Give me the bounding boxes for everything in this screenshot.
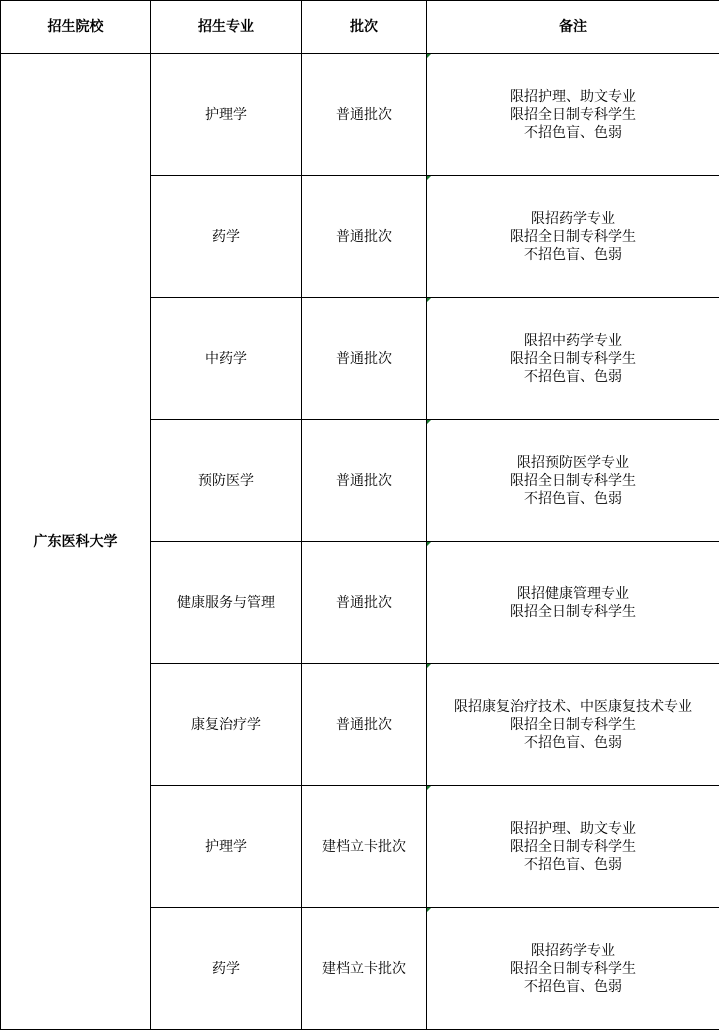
batch-cell: 建档立卡批次 xyxy=(302,786,427,908)
remark-line: 限招全日制专科学生 xyxy=(510,838,636,855)
major-cell: 预防医学 xyxy=(151,420,302,542)
major-cell: 护理学 xyxy=(151,786,302,908)
header-remarks: 备注 xyxy=(427,1,719,54)
batch-cell: 普通批次 xyxy=(302,54,427,176)
table-body xyxy=(1,54,719,1030)
remark-line: 限招全日制专科学生 xyxy=(510,228,636,245)
batch-cell: 普通批次 xyxy=(302,176,427,298)
major-cell: 药学 xyxy=(151,176,302,298)
remark-line: 限招全日制专科学生 xyxy=(510,603,636,620)
remarks-cell xyxy=(427,908,719,1030)
major-cell: 药学 xyxy=(151,908,302,1030)
remark-line: 不招色盲、色弱 xyxy=(524,734,622,751)
header-major: 招生专业 xyxy=(151,1,302,54)
school-name-cell: 广东医科大学 xyxy=(1,54,151,1030)
remark-line: 限招预防医学专业 xyxy=(517,454,629,471)
remarks-cell xyxy=(427,298,719,420)
remark-line: 限招药学专业 xyxy=(531,942,615,959)
remark-line: 不招色盲、色弱 xyxy=(524,490,622,507)
remarks-cell xyxy=(427,176,719,298)
major-cell: 护理学 xyxy=(151,54,302,176)
remark-line: 限招护理、助文专业 xyxy=(510,820,636,837)
table-row xyxy=(1,54,719,176)
batch-cell: 普通批次 xyxy=(302,420,427,542)
remark-line: 限招中药学专业 xyxy=(524,332,622,349)
batch-cell: 普通批次 xyxy=(302,664,427,786)
remark-line: 限招护理、助文专业 xyxy=(510,88,636,105)
remark-line: 限招全日制专科学生 xyxy=(510,472,636,489)
remark-line: 限招健康管理专业 xyxy=(517,585,629,602)
remark-line: 不招色盲、色弱 xyxy=(524,246,622,263)
remarks-cell xyxy=(427,542,719,664)
remark-line: 限招全日制专科学生 xyxy=(510,350,636,367)
remark-line: 限招全日制专科学生 xyxy=(510,960,636,977)
remark-line: 限招全日制专科学生 xyxy=(510,106,636,123)
remark-line: 不招色盲、色弱 xyxy=(524,978,622,995)
header-row xyxy=(1,1,719,54)
remark-line: 不招色盲、色弱 xyxy=(524,368,622,385)
remark-line: 限招康复治疗技术、中医康复技术专业 xyxy=(454,698,692,715)
remark-line: 不招色盲、色弱 xyxy=(524,124,622,141)
major-cell: 中药学 xyxy=(151,298,302,420)
header-batch: 批次 xyxy=(302,1,427,54)
remark-line: 限招药学专业 xyxy=(531,210,615,227)
major-cell: 健康服务与管理 xyxy=(151,542,302,664)
batch-cell: 建档立卡批次 xyxy=(302,908,427,1030)
remarks-cell xyxy=(427,786,719,908)
remarks-cell xyxy=(427,54,719,176)
batch-cell: 普通批次 xyxy=(302,542,427,664)
remark-line: 限招全日制专科学生 xyxy=(510,716,636,733)
remarks-cell xyxy=(427,664,719,786)
major-cell: 康复治疗学 xyxy=(151,664,302,786)
header-school: 招生院校 xyxy=(1,1,151,54)
batch-cell: 普通批次 xyxy=(302,298,427,420)
remarks-cell xyxy=(427,420,719,542)
remark-line: 不招色盲、色弱 xyxy=(524,856,622,873)
